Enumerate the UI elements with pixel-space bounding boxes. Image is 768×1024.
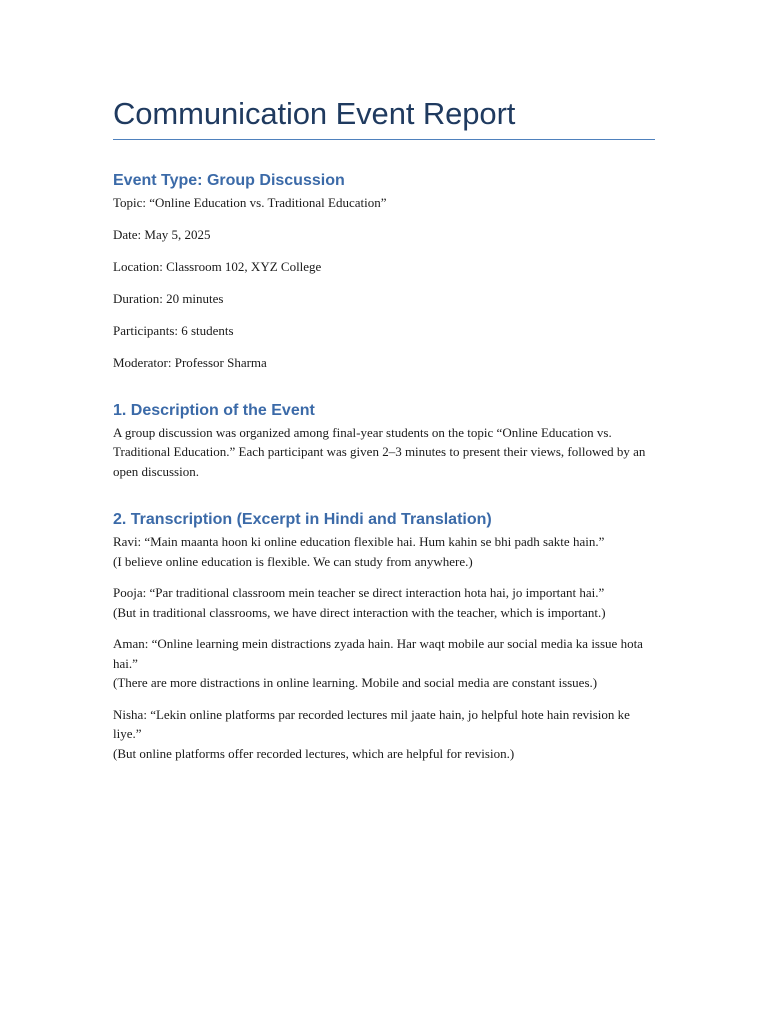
transcript-original: Ravi: “Main maanta hoon ki online education flexible hai. Hum kahin se bhi padh sakte hain.” bbox=[113, 534, 605, 549]
transcript-original: Aman: “Online learning mein distractions zyada hain. Har waqt mobile aur social media ka issue hota hai.” bbox=[113, 636, 643, 671]
transcript-entry-nisha bbox=[113, 705, 655, 764]
transcript-translation: (I believe online education is flexible. We can study from anywhere.) bbox=[113, 553, 473, 569]
transcript-entry-aman bbox=[113, 634, 655, 693]
transcript-entry-pooja bbox=[113, 583, 655, 622]
event-type-heading: Event Type: Group Discussion bbox=[113, 172, 345, 189]
event-moderator: Moderator: Professor Sharma bbox=[113, 355, 267, 370]
event-location: Location: Classroom 102, XYZ College bbox=[113, 259, 322, 274]
event-duration: Duration: 20 minutes bbox=[113, 291, 224, 306]
transcript-entry-ravi bbox=[113, 532, 655, 571]
transcription-heading: 2. Transcription (Excerpt in Hindi and Translation) bbox=[113, 511, 492, 528]
transcript-original: Pooja: “Par traditional classroom mein teacher se direct interaction hota hai, jo important hai.” bbox=[113, 585, 605, 600]
document-page bbox=[113, 94, 655, 775]
transcript-translation: (There are more distractions in online learning. Mobile and social media are constant issues.) bbox=[113, 675, 598, 690]
event-date: Date: May 5, 2025 bbox=[113, 227, 211, 242]
event-participants: Participants: 6 students bbox=[113, 323, 234, 338]
transcript-translation: (But in traditional classrooms, we have direct interaction with the teacher, which is important.) bbox=[113, 604, 606, 620]
transcript-translation: (But online platforms offer recorded lectures, which are helpful for revision.) bbox=[113, 745, 515, 761]
description-heading: 1. Description of the Event bbox=[113, 401, 315, 419]
transcription-list bbox=[113, 532, 655, 763]
event-details bbox=[113, 193, 655, 373]
transcript-original: Nisha: “Lekin online platforms par recorded lectures mil jaate hain, jo helpful hote hain revision ke liye.” bbox=[113, 706, 630, 741]
event-topic: Topic: “Online Education vs. Traditional Education” bbox=[113, 195, 387, 210]
page-title: Communication Event Report bbox=[113, 94, 655, 140]
description-text: A group discussion was organized among final-year students on the topic “Online Education vs. Traditional Education.” Each participant was given 2–3 minutes to present their views, followed by an open discussion. bbox=[113, 424, 646, 479]
